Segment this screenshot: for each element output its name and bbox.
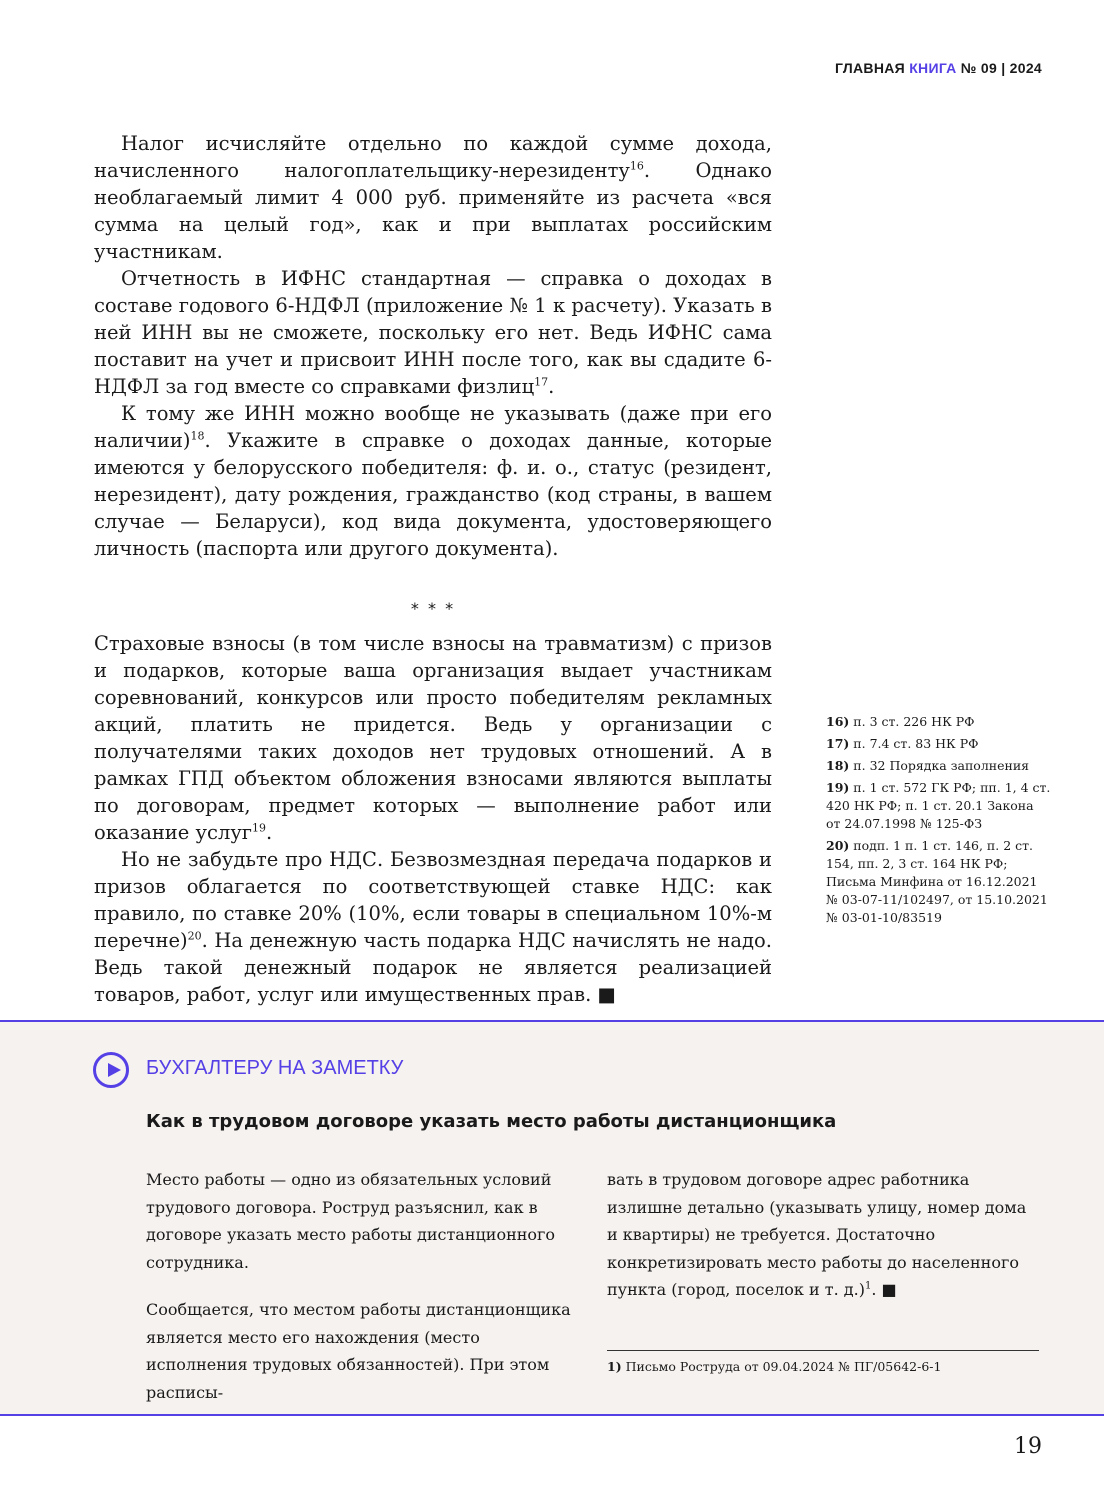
footnote: 20) подп. 1 п. 1 ст. 146, п. 2 ст. 154, пп. 2, 3 ст. 164 НК РФ; Письма Минфина от 16.12.2021 № 03-07-11/102497, от 15.10.2021 № 03-01-10/83519 (826, 838, 1048, 925)
paragraph: Отчетность в ИФНС стандартная — справка о доходах в составе годового 6-НДФЛ (приложение № 1 к расчету). Указать в ней ИНН вы не сможете, поскольку его нет. Ведь ИФНС сама поставит на учет и присвоит ИНН после того, как вы сдадите 6-НДФЛ за год вместе со справками физлиц$^{17}$. (94, 267, 772, 398)
article-body (94, 130, 772, 1008)
running-header (835, 60, 1042, 76)
section-divider: * * * (410, 599, 456, 618)
paragraph: К тому же ИНН можно вообще не указывать (даже при его наличии)$^{18}$. Укажите в справке о доходах данные, которые имеются у белорусского победителя: ф. и. о., статус (резидент, нерезидент), дату рождения, гражданство (код страны, в вашем случае — Беларуси), код вида документа, удостоверяющего личность (паспорта или другого документа). (94, 402, 772, 560)
footnote-ref: 18 (190, 429, 205, 443)
header-magazine: ГЛАВНАЯ (834, 60, 910, 76)
footnote: 18) п. 32 Порядка заполнения (826, 758, 1030, 773)
footnote: 16) п. 3 ст. 226 НК РФ (826, 714, 975, 729)
page-number: 19 (1014, 1434, 1042, 1459)
paragraph: Место работы — одно из обязательных условий трудового договора. Роструд разъяснил, как в договоре указать место работы дистанционного сотрудника. (146, 1170, 556, 1272)
box-column-left (146, 1166, 574, 1406)
box-column-right (607, 1166, 1039, 1304)
paragraph: вать в трудовом договоре адрес работника излишне детально (указывать улицу, номер дома и квартиры) не требуется. Достаточно конкретизировать место работы до населенного пункта (город, поселок и т. д.)$^1$. ■ (607, 1170, 1027, 1299)
paragraph: Сообщается, что местом работы дистанционщика является место его нахождения (место исполнения трудовых обязанностей). При этом расписы- (146, 1300, 571, 1402)
footnote-ref: 17 (534, 375, 549, 389)
footnote-divider (607, 1350, 1039, 1351)
footnote-ref: 19 (252, 821, 267, 835)
box-label: БУХГАЛТЕРУ НА ЗАМЕТКУ (146, 1057, 404, 1079)
footnotes (826, 713, 1051, 931)
footnote-ref: 1 (864, 1280, 872, 1292)
footnote: 17) п. 7.4 ст. 83 НК РФ (826, 736, 979, 751)
footnote-ref: 20 (187, 929, 202, 943)
paragraph: Но не забудьте про НДС. Безвозмездная передача подарков и призов облагается по соответствующей ставке НДС: как правило, по ставке 20% (10%, если товары в специальном 10%-м перечне)$^{20}$. На денежную часть подарка НДС начислять не надо. Ведь такой денежный подарок не является реализацией товаров, работ, услуг или имущественных прав. ■ (94, 848, 772, 1006)
play-icon (93, 1052, 129, 1088)
footnote: 19) п. 1 ст. 572 ГК РФ; пп. 1, 4 ст. 420 НК РФ; п. 1 ст. 20.1 Закона от 24.07.1998 № 125-ФЗ (826, 780, 1051, 831)
accountant-note-box (0, 1020, 1104, 1416)
footnote-ref: 16 (629, 159, 644, 173)
box-footnote: 1) Письмо Роструда от 09.04.2024 № ПГ/05642-6-1 (607, 1359, 942, 1374)
paragraph: Налог исчисляйте отдельно по каждой сумме дохода, начисленного налогоплательщику-нерезиденту$^{16}$. Однако необлагаемый лимит 4 000 руб. применяйте из расчета «вся сумма на целый год», как и при выплатах российским участникам. (94, 132, 772, 263)
header-magazine-accent: КНИГА (909, 60, 957, 76)
paragraph: Страховые взносы (в том числе взносы на травматизм) с призов и подарков, которые ваша организация выдает участникам соревнований, конкурсов или просто победителям рекламных акций, платить не придется. Ведь у организации с получателями таких доходов нет трудовых отношений. А в рамках ГПД объектом обложения взносами являются выплаты по договорам, предмет которых — выполнение работ или оказание услуг$^{19}$. (94, 632, 772, 844)
header-issue: № 09 | 2024 (956, 60, 1042, 76)
box-title: Как в трудовом договоре указать место работы дистанционщика (146, 1111, 837, 1132)
